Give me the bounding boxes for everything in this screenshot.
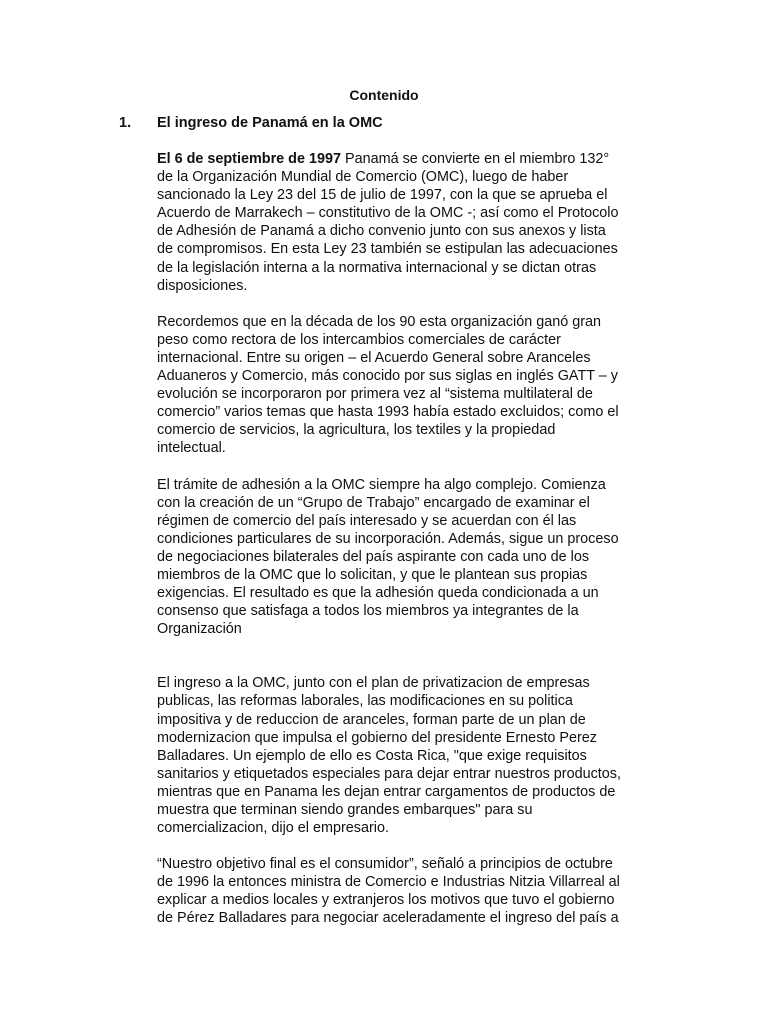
paragraph-line: de 1996 la entonces ministra de Comercio e Industrias Nitzia Villarreal al [157, 874, 620, 891]
paragraph-line: condiciones particulares de su incorporación. Además, sigue un proceso [157, 530, 619, 547]
paragraph-line: Balladares. Un ejemplo de ello es Costa Rica, "que exige requisitos [157, 747, 587, 764]
paragraph-line: de Pérez Balladares para negociar aceleradamente el ingreso del país a [157, 910, 619, 927]
paragraph-line: publicas, las reformas laborales, las modificaciones en su politica [157, 693, 573, 710]
paragraph-line: de negociaciones bilaterales del país aspirante con cada uno de los [157, 548, 590, 565]
paragraph-line: de la legislación interna a la normativa internacional y se dictan otras [157, 259, 597, 276]
paragraph-3 [157, 476, 657, 639]
paragraph-line: El ingreso a la OMC, junto con el plan de privatizacion de empresas [157, 675, 590, 692]
paragraph-line: de Adhesión de Panamá a dicho convenio junto con sus anexos y lista [157, 223, 606, 240]
paragraph-lead-date: El 6 de septiembre de 1997 [157, 151, 341, 167]
paragraph-line: intelectual. [157, 440, 226, 457]
paragraph-line: Organización [157, 621, 242, 638]
paragraph-line: de la Organización Mundial de Comercio (OMC), luego de haber [157, 169, 569, 186]
document-title: Contenido [349, 87, 419, 103]
paragraph-1 [157, 150, 657, 295]
paragraph-5 [157, 855, 657, 927]
paragraph-line: impositiva y de reduccion de aranceles, forman parte de un plan de [157, 711, 586, 728]
paragraph-line: “Nuestro objetivo final es el consumidor”, señaló a principios de octubre [157, 856, 613, 873]
section-title: El ingreso de Panamá en la OMC [157, 115, 383, 131]
paragraph-line: evolución se incorporaron por primera vez al “sistema multilateral de [157, 386, 593, 403]
paragraph-line: mientras que en Panama les dejan entrar cargamentos de productos de [157, 783, 616, 800]
paragraph-line: comercio de servicios, la agricultura, los textiles y la propiedad [157, 422, 556, 439]
paragraph-line: modernizacion que impulsa el gobierno del presidente Ernesto Perez [157, 729, 597, 746]
section-heading [119, 114, 383, 132]
paragraph-line: Acuerdo de Marrakech – constitutivo de la OMC -; así como el Protocolo [157, 205, 619, 222]
paragraph-line: de compromisos. En esta Ley 23 también se estipulan las adecuaciones [157, 241, 618, 258]
paragraph-line: disposiciones. [157, 277, 248, 294]
paragraph-line: comercializacion, dijo el empresario. [157, 820, 389, 837]
paragraph-line: sanitarios y etiquetados especiales para dejar entrar nuestros productos, [157, 765, 621, 782]
paragraph-line: El trámite de adhesión a la OMC siempre ha algo complejo. Comienza [157, 476, 606, 493]
section-number: 1. [119, 115, 132, 131]
paragraph-line: con la creación de un “Grupo de Trabajo” encargado de examinar el [157, 494, 590, 511]
paragraph-line: sancionado la Ley 23 del 15 de julio de 1997, con la que se aprueba el [157, 187, 608, 204]
document-body [157, 150, 657, 946]
paragraph-line: peso como rectora de los intercambios comerciales de carácter [157, 331, 561, 348]
paragraph-line: exigencias. El resultado es que la adhesión queda condicionada a un [157, 585, 599, 602]
paragraph-line: miembros de la OMC que lo solicitan, y que le plantean sus propias [157, 566, 588, 583]
paragraph-line: El 6 de septiembre de 1997 Panamá se convierte en el miembro 132° [157, 151, 610, 167]
paragraph-line: explicar a medios locales y extranjeros los motivos que tuvo el gobierno [157, 892, 615, 909]
paragraph-line: muestra que terminan siendo grandes embarques" para su [157, 802, 533, 818]
paragraph-4 [157, 674, 657, 837]
paragraph-line: consenso que satisfaga a todos los miembros ya integrantes de la [157, 603, 579, 620]
paragraph-line: Aduaneros y Comercio, más conocido por sus siglas en inglés GATT – y [157, 368, 618, 385]
paragraph-2 [157, 313, 657, 458]
paragraph-line: internacional. Entre su origen – el Acuerdo General sobre Aranceles [157, 349, 591, 366]
paragraph-line: régimen de comercio del país interesado y se acuerdan con él las [157, 512, 577, 529]
paragraph-line: Recordemos que en la década de los 90 esta organización ganó gran [157, 313, 602, 330]
paragraph-line: comercio” varios temas que hasta 1993 había estado excluidos; como el [157, 404, 619, 421]
